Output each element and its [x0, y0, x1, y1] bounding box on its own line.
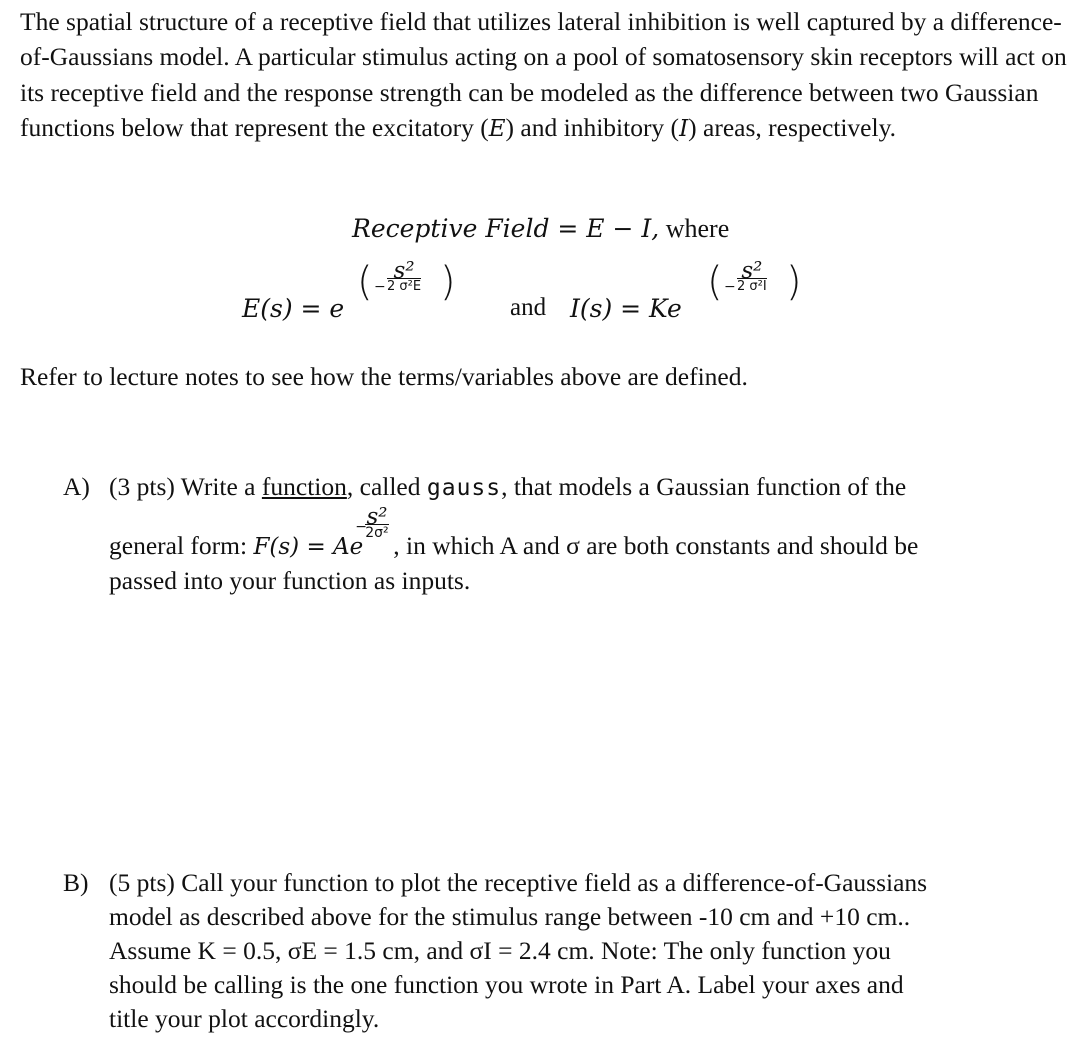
- general-form-exponent: [355, 504, 403, 554]
- general-form-numerator: s²: [366, 504, 388, 530]
- receptive-field-equation: [352, 214, 729, 244]
- e-exp-fraction: [387, 258, 422, 294]
- e-exp-right-paren: ): [440, 259, 456, 305]
- i-exp-left-paren: (: [707, 259, 723, 305]
- general-form-minus: −: [355, 519, 367, 535]
- excitatory-symbol: E: [488, 116, 506, 143]
- part-b-line1: (5 pts) Call your function to plot the receptive field as a difference-of-Gaussians: [109, 868, 928, 897]
- i-function-lhs: I(s) = Ke: [570, 294, 682, 323]
- function-link[interactable]: function: [261, 472, 347, 501]
- part-b-line4: should be calling is the one function you wrote in Part A. Label your axes and: [109, 970, 904, 999]
- part-a-called: , called: [346, 472, 427, 501]
- i-exp-denominator: 2 σ²I: [737, 279, 767, 294]
- part-a-line2-end: , in which A and σ are both constants and should be: [393, 531, 919, 560]
- gauss-code-name: gauss: [426, 475, 502, 501]
- e-function-lhs: E(s) = e: [242, 294, 345, 323]
- general-form-fraction: [355, 504, 389, 541]
- part-a-line1: [109, 470, 1089, 505]
- e-exp-left-paren: (: [357, 259, 373, 305]
- part-a: [63, 470, 1089, 598]
- refer-note: Refer to lecture notes to see how the terms/variables above are defined.: [20, 362, 748, 391]
- part-a-line1-end: , that models a Gaussian function of the: [501, 472, 907, 501]
- part-b-line5: title your plot accordingly.: [109, 1004, 380, 1033]
- part-b-line2: model as described above for the stimulus range between -10 cm and +10 cm..: [109, 902, 911, 931]
- i-exp-minus: −: [724, 279, 736, 295]
- where-word: where: [659, 214, 730, 243]
- inhibitory-symbol: I: [679, 116, 689, 143]
- e-exp-numerator: s²: [387, 264, 421, 279]
- i-exp-fraction: [737, 258, 767, 294]
- general-form-formula: F(s) = Ae: [253, 534, 364, 560]
- e-exp-minus: −: [374, 279, 386, 295]
- intro-mid-text: ) and inhibitory (: [505, 113, 680, 143]
- part-b-label: B): [63, 868, 89, 897]
- part-a-line2: [109, 504, 1089, 564]
- intro-paragraph: [20, 4, 1086, 148]
- part-a-prompt: (3 pts) Write a: [109, 472, 262, 501]
- part-b-line3: Assume K = 0.5, σE = 1.5 cm, and σI = 2.4 cm. Note: The only function you: [109, 936, 891, 965]
- and-word: and: [510, 294, 547, 321]
- part-a-label: A): [63, 472, 90, 501]
- intro-text: The spatial structure of a receptive field that utilizes lateral inhibition is well captured by a difference-of-Gaussians model. A particular stimulus acting on a pool of somatosensory skin receptors will act on its receptive field and the response strength can be modeled as the difference between two Gaussian functions below that represent the excitatory (: [20, 7, 1067, 143]
- general-form-label: general form:: [109, 531, 254, 560]
- part-b: [63, 866, 1089, 1036]
- receptive-field-label: Receptive Field: [352, 214, 550, 243]
- general-form-denominator: 2σ²: [365, 525, 389, 541]
- e-exp-denominator: 2 σ²E: [387, 279, 422, 294]
- part-a-line3: passed into your function as inputs.: [109, 566, 471, 595]
- intro-end-text: ) areas, respectively.: [688, 113, 897, 143]
- receptive-field-rhs: = E − I,: [549, 214, 660, 243]
- i-exp-numerator: s²: [737, 264, 767, 279]
- i-exp-right-paren: ): [786, 259, 802, 305]
- gaussian-equations: [0, 250, 1092, 350]
